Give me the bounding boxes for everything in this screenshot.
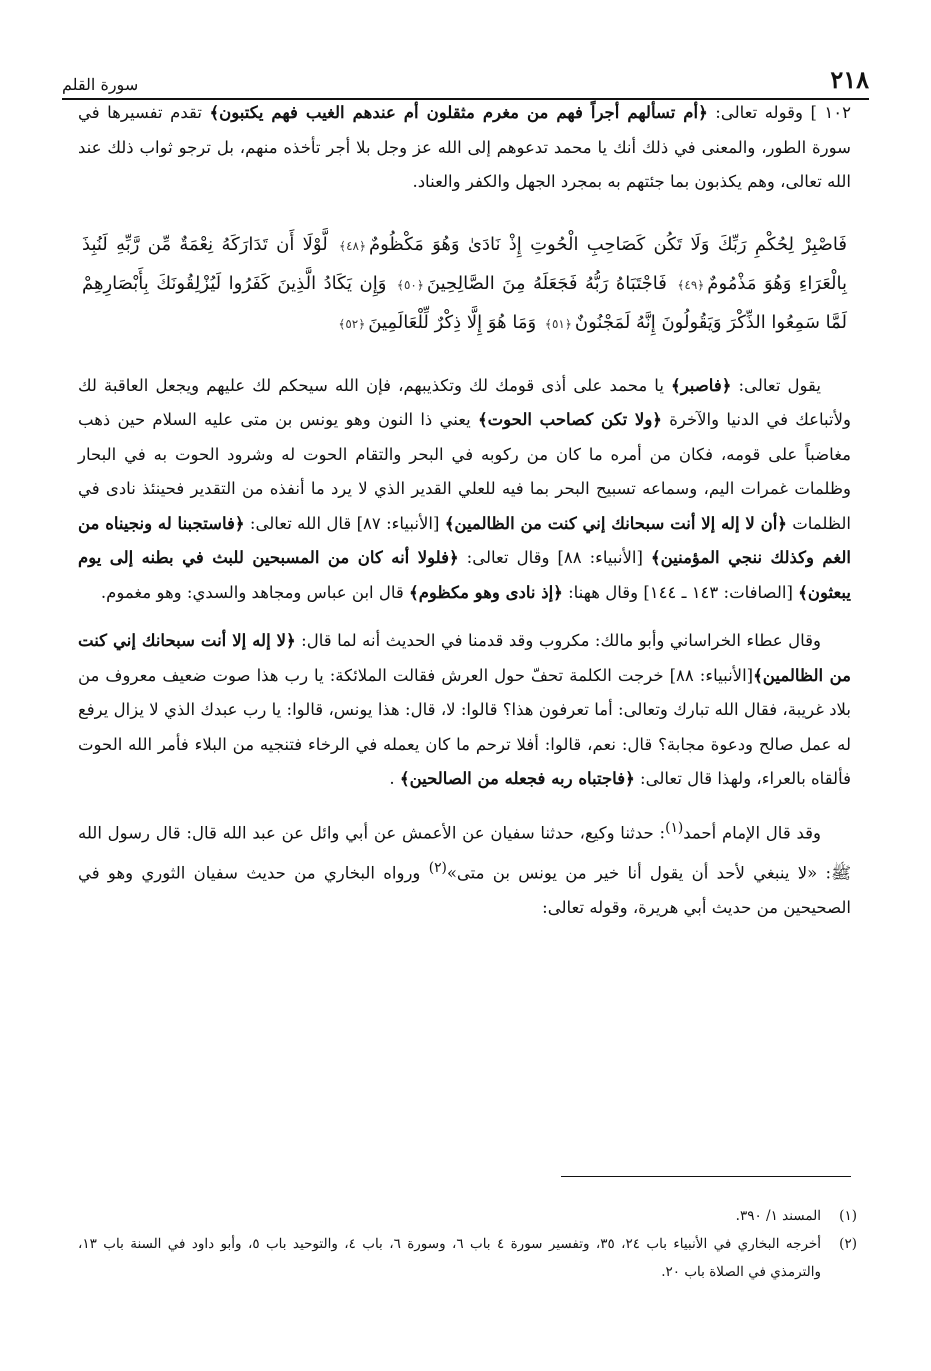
quran-quote: ﴿أن لا إله إلا أنت سبحانك إني كنت من الظالمين﴾ xyxy=(444,513,787,533)
verse-ref: ١٠٢ ] xyxy=(810,103,852,122)
verse-52: وَمَا هُوَ إِلَّا ذِكْرٌ لِّلْعَالَمِينَ xyxy=(368,311,537,333)
text-segment: [الأنبياء: ٨٨] وقال تعالى: xyxy=(458,548,651,567)
text-segment: [الصافات: ١٤٣ ـ ١٤٤] وقال ههنا: xyxy=(562,582,799,602)
commentary-paragraph-3 xyxy=(78,811,851,926)
text-segment: يا محمد على أذى قومك لك وتكذيبهم، فإن الله سيحكم لك عليهم ويجعل العاقبة لك ولأتباعك في الدنيا والآخرة xyxy=(78,375,851,429)
quran-quote: ﴿أم تسألهم أجراً فهم من مغرم مثقلون أم عندهم الغيب فهم يكتبون﴾ xyxy=(209,103,708,122)
text-segment: قال ابن عباس ومجاهد والسدي: وهو مغموم. xyxy=(100,582,410,602)
ayah-number-48: ﴿٤٨﴾ xyxy=(339,238,366,253)
footnote-number: (١) xyxy=(839,1208,857,1224)
intro-body: تقدم تفسيرها في سورة الطور، والمعنى في ذلك أنك يا محمد تدعوهم إلى الله عز وجل بلا أجر تأخذه منهم، بل ترجو ثواب ذلك عند الله تعالى، وهم يكذبون بما جئتهم به بمجرد الجهل والكفر والعناد. xyxy=(78,103,851,191)
footnotes xyxy=(78,1202,857,1286)
ayah-number-51: ﴿٥١﴾ xyxy=(544,316,572,331)
quran-quote: ﴿فلولا أنه كان من المسبحين للبث في بطنه إلى يوم يبعثون﴾ xyxy=(78,548,851,602)
footnote-number: (٢) xyxy=(839,1236,857,1252)
verse-48: فَاصْبِرْ لِحُكْمِ رَبِّكَ وَلَا تَكُن كَصَاحِبِ الْحُوتِ إِذْ نَادَىٰ وَهُوَ مَكْظُومٌ xyxy=(368,233,847,255)
intro-paragraph xyxy=(78,96,851,200)
quran-verses-block xyxy=(78,226,851,343)
text-segment: يعني ذا النون وهو يونس بن متى عليه السلام حين ذهب مغاضباً على قومه، فكان من أمره ما كان من ركوبه في البحر والتقام الحوت له وشرود الحوت به في البحار وظلمات غمرات اليم، وسماعه تسبيح البحر بما فيه للعلي القدير الذي لا يرد ما أنفذه من التقدير فحينئذ نادى في الظلمات xyxy=(78,410,851,533)
text-segment: وقال عطاء الخراساني وأبو مالك: مكروب وقد قدمنا في الحديث أنه لما قال: xyxy=(295,631,821,650)
quran-quote: ﴿لا إله إلا أنت سبحانك إني كنت من الظالمين﴾ xyxy=(78,631,851,685)
quran-quote: ﴿فاصبر﴾ xyxy=(671,375,732,395)
text-segment: يقول تعالى: xyxy=(731,375,821,395)
page-number: ٢١٨ xyxy=(830,65,869,94)
text-segment: [الأنبياء: ٨٧] قال الله تعالى: xyxy=(244,513,445,533)
text-segment: : حدثنا وكيع، حدثنا سفيان عن الأعمش عن أبي وائل عن عبد الله قال: قال رسول الله ﷺ: «لا ينبغي لأحد أن يقول أنا خير من يونس بن متى» xyxy=(78,823,851,882)
quran-quote: ﴿إذ نادى وهو مكظوم﴾ xyxy=(409,582,563,602)
text-segment: وقد قال الإمام أحمد xyxy=(683,823,821,842)
ayah-number-52: ﴿٥٢﴾ xyxy=(338,316,366,331)
surah-title: سورة القلم xyxy=(62,75,139,94)
footnote-text: المسند ١/ ٣٩٠. xyxy=(735,1208,821,1224)
page-content xyxy=(78,96,851,925)
footnote-1 xyxy=(78,1202,857,1230)
footnote-ref-2: (٢) xyxy=(428,859,447,876)
ayah-number-50: ﴿٥٠﴾ xyxy=(396,277,424,292)
verse-49: لَّوْلَا أَن تَدَارَكَهُ نِعْمَةٌ مِّن رَّبِّهِ لَنُبِذَ بِالْعَرَاءِ وَهُوَ مَذْمُومٌ xyxy=(82,233,847,294)
footnote-2 xyxy=(78,1230,857,1286)
footnote-text: أخرجه البخاري في الأنبياء باب ٢٤، ٣٥، وتفسير سورة ٤ باب ٦، وسورة ٦، باب ٤، والتوحيد باب ٥، وأبو داود في السنة باب ١٣، والترمذي في الصلاة باب ٢٠. xyxy=(78,1236,822,1280)
page-header xyxy=(62,58,869,100)
text-segment: [الأنبياء: ٨٨] خرجت الكلمة تحفّ حول العرش فقالت الملائكة: يا رب هذا صوت ضعيف معروف من بلاد غريبة، فقال الله تبارك وتعالى: أما تعرفون هذا؟ قالوا: لا، قال: هذا يونس، قالوا: يا رب عبدك الذي لا يزال يرفع له عمل صالح ودعوة مجابة؟ قال: نعم، قالوا: أفلا ترحم ما كان يعمله في الرخاء فتنجيه من البلاء فأمر الله الحوت فألقاه بالعراء، ولهذا قال تعالى: xyxy=(78,665,851,788)
text-segment: . xyxy=(389,769,400,788)
quran-quote: ﴿ولا تكن كصاحب الحوت﴾ xyxy=(477,410,662,429)
footnote-separator xyxy=(561,1176,851,1177)
quran-quote: ﴿فاجتباه ربه فجعله من الصالحين﴾ xyxy=(399,769,635,788)
ayah-number-49: ﴿٤٩﴾ xyxy=(677,277,705,292)
quran-quote: ﴿فاستجبنا له ونجيناه من الغم وكذلك ننجي المؤمنين﴾ xyxy=(78,513,851,567)
intro-lead: وقوله تعالى: xyxy=(707,103,811,122)
commentary-paragraph-1 xyxy=(78,369,851,611)
verse-51: وَإِن يَكَادُ الَّذِينَ كَفَرُوا لَيُزْلِقُونَكَ بِأَبْصَارِهِمْ لَمَّا سَمِعُوا الذِّكْرَ وَيَقُولُونَ إِنَّهُ لَمَجْنُونٌ xyxy=(82,272,847,333)
verse-50: فَاجْتَبَاهُ رَبُّهُ فَجَعَلَهُ مِنَ الصَّالِحِينَ xyxy=(426,272,667,294)
text-segment: ورواه البخاري من حديث سفيان الثوري وهو في الصحيحين من حديث أبي هريرة، وقوله تعالى: xyxy=(78,863,851,917)
commentary-paragraph-2 xyxy=(78,624,851,797)
footnote-ref-1: (١) xyxy=(665,819,684,836)
